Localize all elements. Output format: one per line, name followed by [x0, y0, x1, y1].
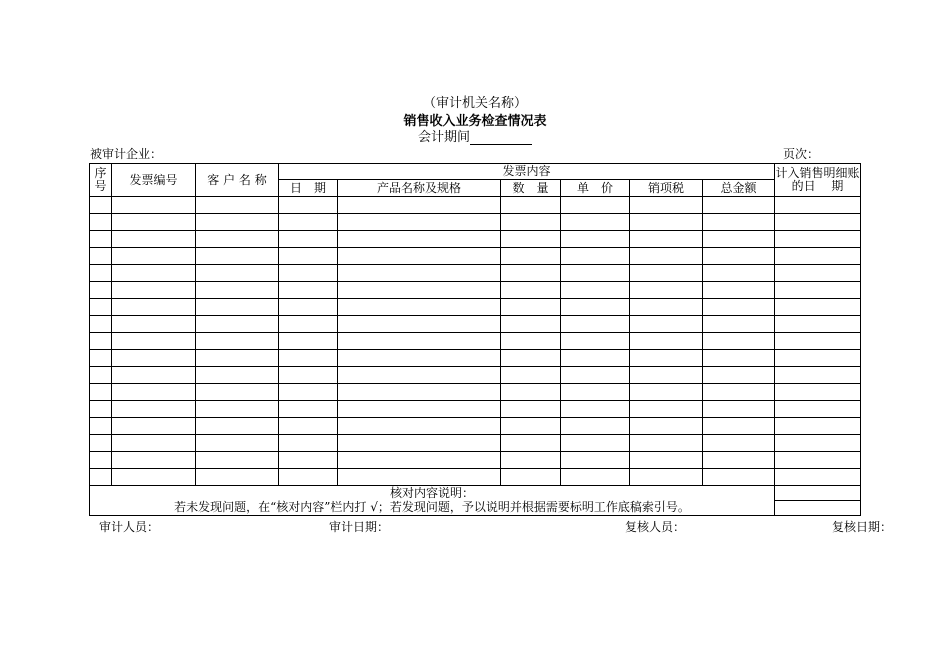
table-cell[interactable]	[112, 299, 196, 316]
table-cell[interactable]	[112, 282, 196, 299]
notes-check-cell[interactable]	[775, 501, 861, 516]
signature-footer	[89, 518, 893, 534]
table-cell[interactable]	[775, 435, 861, 452]
table-cell[interactable]	[112, 248, 196, 265]
table-cell[interactable]	[279, 452, 338, 469]
table-cell[interactable]	[338, 265, 501, 282]
table-cell[interactable]	[112, 435, 196, 452]
table-cell[interactable]	[196, 350, 279, 367]
table-cell[interactable]	[561, 214, 630, 231]
table-cell[interactable]	[501, 316, 561, 333]
table-cell[interactable]	[279, 469, 338, 486]
header-seq: 序号	[90, 164, 112, 197]
review-date-label: 复核日期：	[832, 520, 893, 534]
table-cell[interactable]	[630, 231, 703, 248]
table-cell[interactable]	[90, 333, 112, 350]
table-cell[interactable]	[630, 435, 703, 452]
table-cell[interactable]	[775, 350, 861, 367]
table-cell[interactable]	[703, 418, 775, 435]
table-cell[interactable]	[703, 248, 775, 265]
table-row	[90, 469, 861, 486]
table-cell[interactable]	[338, 197, 501, 214]
table-cell[interactable]	[703, 367, 775, 384]
table-cell[interactable]	[196, 418, 279, 435]
table-cell[interactable]	[338, 231, 501, 248]
table-cell[interactable]	[561, 265, 630, 282]
table-cell[interactable]	[279, 214, 338, 231]
table-cell[interactable]	[112, 265, 196, 282]
table-cell[interactable]	[630, 197, 703, 214]
table-cell[interactable]	[501, 418, 561, 435]
header-tax: 销项税	[630, 180, 703, 197]
table-cell[interactable]	[279, 282, 338, 299]
table-cell[interactable]	[630, 299, 703, 316]
table-cell[interactable]	[775, 401, 861, 418]
table-cell[interactable]	[279, 418, 338, 435]
table-cell[interactable]	[279, 333, 338, 350]
notes-text: 若未发现问题，在“核对内容”栏内打 √；若发现问题，予以说明并根据需要标明工作底稿索引号。	[90, 501, 775, 516]
table-cell[interactable]	[196, 248, 279, 265]
table-cell[interactable]	[196, 384, 279, 401]
notes-label: 核对内容说明：	[90, 486, 775, 501]
table-cell[interactable]	[196, 197, 279, 214]
table-cell[interactable]	[775, 231, 861, 248]
table-row	[90, 214, 861, 231]
table-cell[interactable]	[630, 248, 703, 265]
table-cell[interactable]	[90, 418, 112, 435]
table-cell[interactable]	[501, 435, 561, 452]
table-cell[interactable]	[561, 197, 630, 214]
table-cell[interactable]	[561, 299, 630, 316]
table-cell[interactable]	[90, 316, 112, 333]
table-row	[90, 350, 861, 367]
accounting-period	[0, 131, 950, 145]
table-cell[interactable]	[112, 350, 196, 367]
table-cell[interactable]	[775, 248, 861, 265]
table-cell[interactable]	[90, 282, 112, 299]
table-cell[interactable]	[501, 299, 561, 316]
table-cell[interactable]	[196, 299, 279, 316]
table-cell[interactable]	[703, 333, 775, 350]
table-cell[interactable]	[561, 418, 630, 435]
table-cell[interactable]	[630, 316, 703, 333]
table-row	[90, 248, 861, 265]
table-cell[interactable]	[630, 452, 703, 469]
table-cell[interactable]	[630, 214, 703, 231]
table-cell[interactable]	[703, 265, 775, 282]
table-cell[interactable]	[279, 435, 338, 452]
table-cell[interactable]	[561, 469, 630, 486]
table-cell[interactable]	[703, 282, 775, 299]
table-cell[interactable]	[501, 282, 561, 299]
table-cell[interactable]	[90, 401, 112, 418]
table-cell[interactable]	[196, 452, 279, 469]
table-row	[90, 316, 861, 333]
table-cell[interactable]	[561, 367, 630, 384]
table-cell[interactable]	[561, 282, 630, 299]
table-cell[interactable]	[112, 231, 196, 248]
audited-company-label: 被审计企业：	[90, 147, 163, 161]
table-cell[interactable]	[630, 265, 703, 282]
table-row	[90, 401, 861, 418]
reviewer-label: 复核人员：	[625, 520, 686, 534]
table-cell[interactable]	[338, 418, 501, 435]
table-row	[90, 197, 861, 214]
table-cell[interactable]	[561, 350, 630, 367]
table-cell[interactable]	[501, 333, 561, 350]
table-cell[interactable]	[112, 316, 196, 333]
table-cell[interactable]	[112, 418, 196, 435]
period-label: 会计期间	[417, 130, 470, 145]
table-cell[interactable]	[338, 316, 501, 333]
table-row	[90, 367, 861, 384]
table-cell[interactable]	[196, 435, 279, 452]
table-cell[interactable]	[196, 333, 279, 350]
table-row	[90, 299, 861, 316]
table-cell[interactable]	[630, 401, 703, 418]
table-row	[90, 452, 861, 469]
header-total: 总金额	[703, 180, 775, 197]
table-cell[interactable]	[703, 469, 775, 486]
table-cell[interactable]	[630, 350, 703, 367]
table-cell[interactable]	[775, 469, 861, 486]
table-cell[interactable]	[775, 418, 861, 435]
table-cell[interactable]	[338, 452, 501, 469]
notes-row	[90, 501, 861, 516]
table-cell[interactable]	[630, 333, 703, 350]
table-cell[interactable]	[338, 367, 501, 384]
table-cell[interactable]	[703, 316, 775, 333]
table-cell[interactable]	[279, 350, 338, 367]
table-row	[90, 333, 861, 350]
table-cell[interactable]	[501, 231, 561, 248]
table-cell[interactable]	[90, 435, 112, 452]
table-cell[interactable]	[775, 333, 861, 350]
page-number-label: 页次：	[783, 147, 820, 161]
table-cell[interactable]	[112, 452, 196, 469]
header-invoice-no: 发票编号	[112, 164, 196, 197]
table-cell[interactable]	[501, 350, 561, 367]
table-cell[interactable]	[112, 197, 196, 214]
table-cell[interactable]	[630, 418, 703, 435]
table-cell[interactable]	[630, 367, 703, 384]
org-name: （审计机关名称）	[422, 96, 527, 111]
table-cell[interactable]	[90, 350, 112, 367]
table-cell[interactable]	[703, 214, 775, 231]
table-cell[interactable]	[561, 435, 630, 452]
table-cell[interactable]	[775, 299, 861, 316]
table-cell[interactable]	[196, 214, 279, 231]
table-cell[interactable]	[90, 299, 112, 316]
sales-revenue-table	[89, 163, 861, 516]
table-cell[interactable]	[196, 316, 279, 333]
table-cell[interactable]	[90, 197, 112, 214]
table-cell[interactable]	[112, 469, 196, 486]
table-cell[interactable]	[775, 265, 861, 282]
table-cell[interactable]	[279, 265, 338, 282]
audit-date-label: 审计日期：	[329, 520, 390, 534]
table-cell[interactable]	[775, 367, 861, 384]
table-cell[interactable]	[90, 214, 112, 231]
table-cell[interactable]	[561, 248, 630, 265]
table-cell[interactable]	[703, 197, 775, 214]
table-cell[interactable]	[501, 367, 561, 384]
table-cell[interactable]	[561, 401, 630, 418]
table-cell[interactable]	[775, 316, 861, 333]
table-cell[interactable]	[338, 384, 501, 401]
table-cell[interactable]	[338, 282, 501, 299]
table-cell[interactable]	[196, 469, 279, 486]
header-date: 日 期	[279, 180, 338, 197]
table-cell[interactable]	[90, 367, 112, 384]
header-product: 产品名称及规格	[338, 180, 501, 197]
table-cell[interactable]	[196, 401, 279, 418]
table-cell[interactable]	[338, 333, 501, 350]
table-cell[interactable]	[561, 231, 630, 248]
table-cell[interactable]	[90, 231, 112, 248]
table-cell[interactable]	[630, 384, 703, 401]
table-cell[interactable]	[703, 435, 775, 452]
header-qty: 数 量	[501, 180, 561, 197]
table-cell[interactable]	[196, 265, 279, 282]
table-cell[interactable]	[561, 316, 630, 333]
table-cell[interactable]	[775, 197, 861, 214]
table-cell[interactable]	[501, 384, 561, 401]
table-cell[interactable]	[112, 367, 196, 384]
auditor-label: 审计人员：	[99, 520, 160, 534]
table-row	[90, 282, 861, 299]
table-cell[interactable]	[112, 333, 196, 350]
table-row	[90, 384, 861, 401]
table-row	[90, 435, 861, 452]
table-cell[interactable]	[338, 435, 501, 452]
table-cell[interactable]	[501, 265, 561, 282]
table-row	[90, 418, 861, 435]
notes-check-cell[interactable]	[775, 486, 861, 501]
table-cell[interactable]	[501, 197, 561, 214]
table-cell[interactable]	[775, 452, 861, 469]
table-cell[interactable]	[112, 384, 196, 401]
header-price: 单 价	[561, 180, 630, 197]
table-cell[interactable]	[279, 231, 338, 248]
table-cell[interactable]	[703, 384, 775, 401]
table-row	[90, 265, 861, 282]
table-cell[interactable]	[196, 231, 279, 248]
table-cell[interactable]	[501, 469, 561, 486]
table-cell[interactable]	[561, 333, 630, 350]
table-cell[interactable]	[630, 282, 703, 299]
table-row	[90, 231, 861, 248]
table-cell[interactable]	[703, 231, 775, 248]
table-cell[interactable]	[501, 401, 561, 418]
table-cell[interactable]	[279, 401, 338, 418]
table-cell[interactable]	[196, 367, 279, 384]
table-cell[interactable]	[279, 299, 338, 316]
table-cell[interactable]	[338, 350, 501, 367]
table-cell[interactable]	[775, 384, 861, 401]
page-title: 销售收入业务检查情况表	[403, 114, 547, 129]
table-cell[interactable]	[338, 299, 501, 316]
table-cell[interactable]	[279, 197, 338, 214]
table-cell[interactable]	[90, 248, 112, 265]
table-cell[interactable]	[90, 265, 112, 282]
table-cell[interactable]	[561, 384, 630, 401]
table-cell[interactable]	[90, 469, 112, 486]
table-cell[interactable]	[90, 384, 112, 401]
table-cell[interactable]	[703, 452, 775, 469]
table-cell[interactable]	[279, 367, 338, 384]
header-customer: 客 户 名 称	[196, 164, 279, 197]
table-cell[interactable]	[775, 214, 861, 231]
table-cell[interactable]	[338, 469, 501, 486]
table-cell[interactable]	[338, 214, 501, 231]
table-cell[interactable]	[775, 282, 861, 299]
table-cell[interactable]	[338, 401, 501, 418]
table-cell[interactable]	[279, 248, 338, 265]
table-cell[interactable]	[501, 452, 561, 469]
table-cell[interactable]	[279, 384, 338, 401]
table-cell[interactable]	[90, 452, 112, 469]
table-cell[interactable]	[703, 401, 775, 418]
table-cell[interactable]	[279, 316, 338, 333]
header-entry-date: 计入销售明细账的日 期	[775, 164, 861, 197]
table-cell[interactable]	[112, 401, 196, 418]
table-cell[interactable]	[196, 282, 279, 299]
table-cell[interactable]	[630, 469, 703, 486]
header-invoice-content: 发票内容	[279, 164, 775, 180]
table-cell[interactable]	[561, 452, 630, 469]
table-cell[interactable]	[703, 350, 775, 367]
table-cell[interactable]	[703, 299, 775, 316]
table-cell[interactable]	[112, 214, 196, 231]
period-blank[interactable]	[470, 132, 532, 145]
notes-row	[90, 486, 861, 501]
table-cell[interactable]	[501, 248, 561, 265]
table-cell[interactable]	[501, 214, 561, 231]
table-cell[interactable]	[338, 248, 501, 265]
